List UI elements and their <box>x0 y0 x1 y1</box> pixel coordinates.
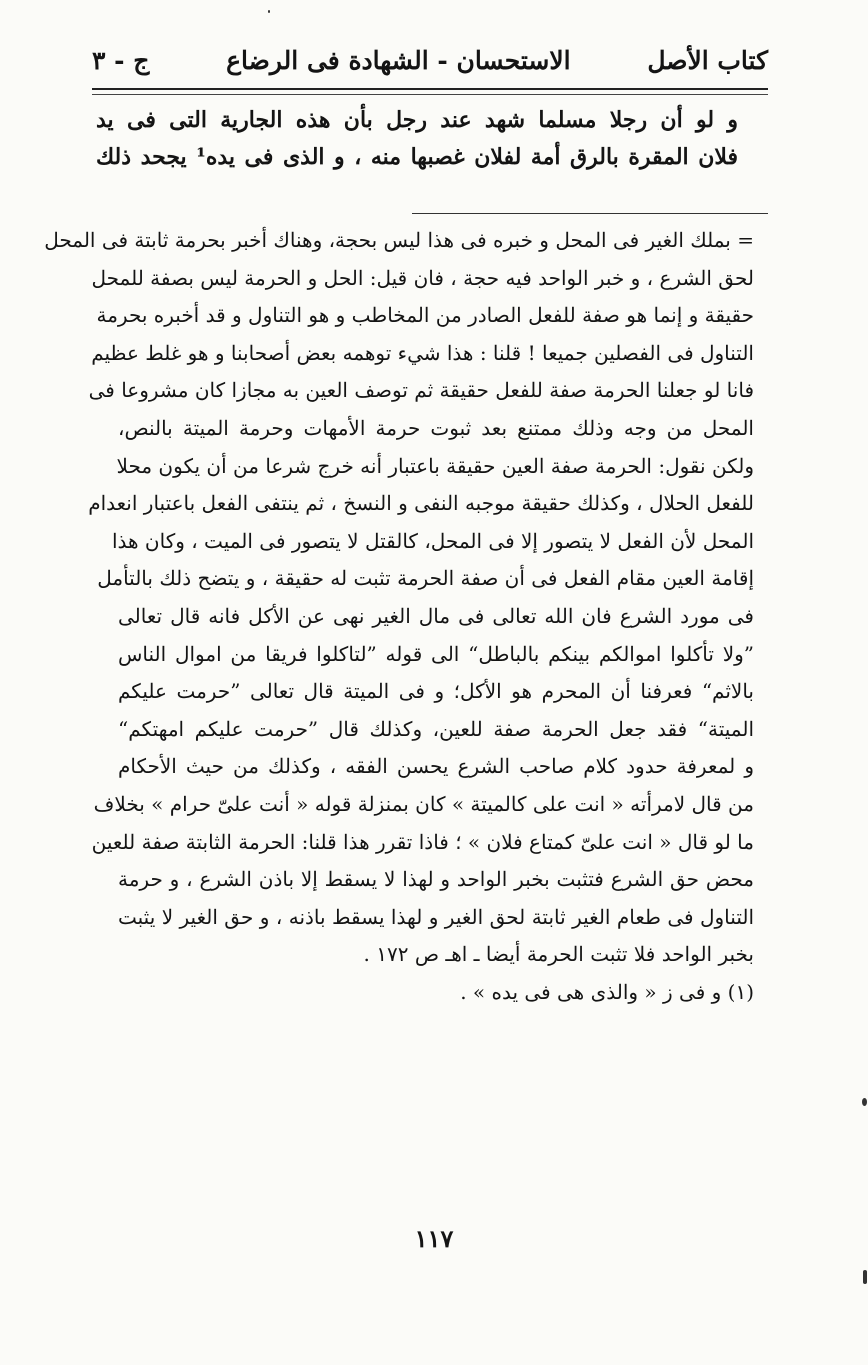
header-rule-thick <box>92 88 768 90</box>
page-number: ١١٧ <box>414 1224 454 1253</box>
footnote-line: محض حق الشرع فتثبت بخبر الواحد و لهذا لا يسقط إلا باذن الشرع ، و حرمة <box>118 867 754 892</box>
footnote-line: حقيقة و إنما هو صفة للفعل الصادر من المخاطب و هو التناول و قد أخبره بحرمة <box>96 303 754 328</box>
footnote-line: بخبر الواحد فلا تثبت الحرمة أيضا ـ اهـ ص ١٧٢ . <box>363 942 754 967</box>
main-text <box>96 102 752 176</box>
footnote-line: = بملك الغير فى المحل و خبره فى هذا ليس بحجة، وهناك أخبر بحرمة ثابتة فى المحل <box>44 228 754 252</box>
footnote-line: فانا لو جعلنا الحرمة صفة للفعل حقيقة ثم توصف العين به مجازا كان مشروعا فى <box>88 378 754 403</box>
footnote-variant-note: (١) و فى ز « والذى هى فى يده » . <box>460 979 754 1004</box>
footnote-line: التناول فى طعام الغير ثابتة لحق الغير و لهذا يسقط باذنه ، و حق الغير لا يثبت <box>118 904 754 929</box>
scan-speck <box>268 10 270 13</box>
scan-speck <box>863 1270 867 1284</box>
footnote-line: إقامة العين مقام الفعل فى أن صفة الحرمة تثبت له حقيقة ، و يتضح ذلك بالتأمل <box>97 566 754 591</box>
footnote-line: التناول فى الفصلين جميعا ! قلنا : هذا شيء توهمه بعض أصحابنا و هو غلط عظيم <box>91 340 754 365</box>
footnote-line: ولكن نقول: الحرمة صفة العين حقيقة باعتبار أنه خرج شرعا من أن يكون محلا <box>116 453 754 478</box>
footnote-line: المحل لأن الفعل لا يتصور إلا فى المحل، كالقتل لا يتصور فى الميت ، وكان هذا <box>111 528 754 553</box>
main-text-line: فلان المقرة بالرق أمة لفلان غصبها منه ، و الذى فى يده¹ يجحد ذلك <box>96 144 738 170</box>
footnote-line: بالاثم“ فعرفنا أن المحرم هو الأكل؛ و فى الميتة قال تعالى ”حرمت عليكم <box>118 679 754 704</box>
book-title: كتاب الأصل <box>647 45 768 75</box>
footnote-separator <box>412 213 768 214</box>
footnote-line: ”ولا تأكلوا اموالكم بينكم بالباطل“ الى قوله ”لتاكلوا فريقا من اموال الناس <box>118 641 754 666</box>
footnote-line: الميتة“ فقد جعل الحرمة صفة للعين، وكذلك قال ”حرمت عليكم امهتكم“ <box>118 716 754 741</box>
footnotes <box>44 222 754 1011</box>
footnote-line: لحق الشرع ، و خبر الواحد فيه حجة ، فان قيل: الحل و الحرمة ليس بصفة للمحل <box>91 265 754 290</box>
volume-number: ج - ٣ <box>92 45 150 75</box>
running-header <box>92 36 768 84</box>
footnote-line: للفعل الحلال ، وكذلك حقيقة موجبه النفى و النسخ ، ثم ينتفى الفعل باعتبار انعدام <box>88 491 754 516</box>
footnote-line: ما لو قال « انت علىّ كمتاع فلان » ؛ فاذا تقرر هذا قلنا: الحرمة الثابتة صفة للعين <box>91 829 754 854</box>
scan-speck <box>862 1098 867 1106</box>
chapter-title: الاستحسان - الشهادة فى الرضاع <box>226 45 571 75</box>
footnote-line: من قال لامرأته « انت على كالميتة » كان بمنزلة قوله « أنت علىّ حرام » بخلاف <box>93 791 754 816</box>
footnote-line: و لمعرفة حدود كلام صاحب الشرع يحسن الفقه ، وكذلك من حيث الأحكام <box>118 754 754 779</box>
footnote-line: فى مورد الشرع فان الله تعالى فى مال الغير نهى عن الأكل فانه قال تعالى <box>118 603 754 628</box>
main-text-line: و لو أن رجلا مسلما شهد عند رجل بأن هذه الجارية التى فى يد <box>96 107 738 133</box>
header-rule-thin <box>92 94 768 95</box>
footnote-line: المحل من وجه وذلك ممتنع بعد ثبوت حرمة الأمهات وحرمة الميتة بالنص، <box>118 415 754 440</box>
